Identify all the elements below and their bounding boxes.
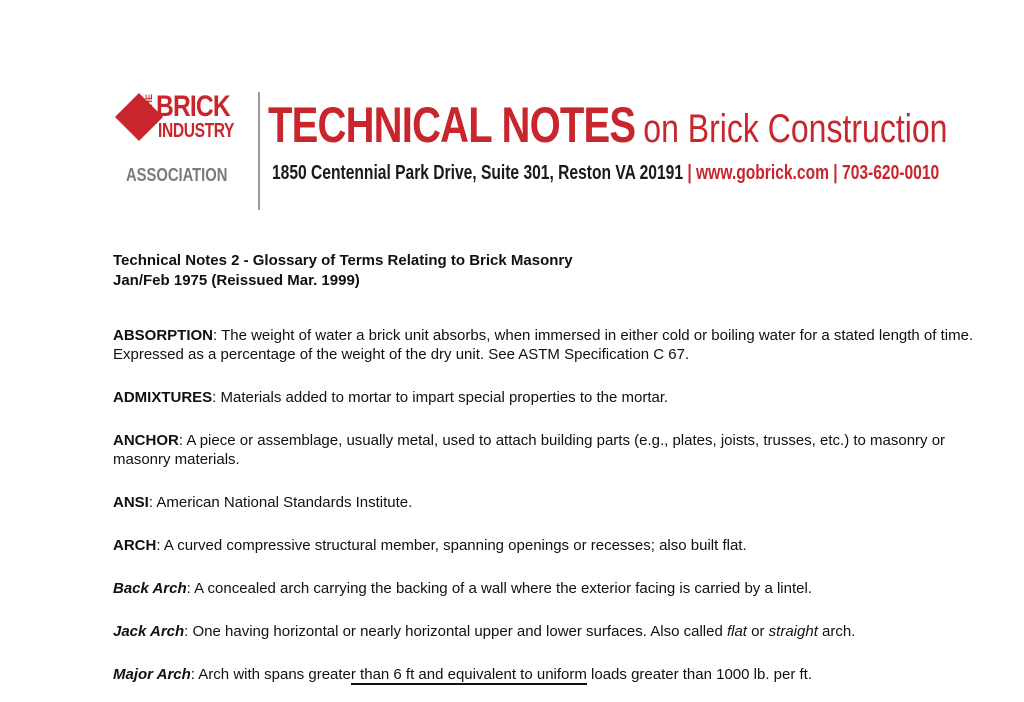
definition-text: : Arch with spans greate xyxy=(190,666,351,683)
logo-industry: INDUSTRY xyxy=(158,120,235,142)
definition-text: arch. xyxy=(817,623,856,640)
entry-major-arch xyxy=(113,665,993,684)
entry-absorption xyxy=(113,326,993,364)
logo-association: ASSOCIATION xyxy=(126,165,228,185)
title-technical-notes: TECHNICAL NOTES xyxy=(268,97,636,153)
entry-admixtures xyxy=(113,388,993,407)
contact-line xyxy=(272,162,939,185)
definition: : A curved compressive structural member, spanning openings or recesses; also built flat. xyxy=(156,537,747,554)
entry-ansi xyxy=(113,493,993,512)
document-date: Jan/Feb 1975 (Reissued Mar. 1999) xyxy=(113,272,360,289)
definition-emphasis: straight xyxy=(768,623,818,640)
separator: | xyxy=(833,162,838,184)
definition: : A concealed arch carrying the backing of a wall where the exterior facing is carried by a lintel. xyxy=(186,580,812,597)
term: ADMIXTURES xyxy=(113,389,213,406)
definition-emphasis: flat xyxy=(726,623,747,640)
definition-text: : One having horizontal or nearly horizontal upper and lower surfaces. Also called xyxy=(184,623,727,640)
phone-number: 703-620-0010 xyxy=(842,162,940,184)
entry-anchor xyxy=(113,431,993,469)
entry-back-arch xyxy=(113,579,993,598)
definition xyxy=(184,623,855,640)
definition: : The weight of water a brick unit absorbs, when immersed in either cold or boiling water for a stated length of time. Expressed as a percentage of the weight of the dry unit. See ASTM Specification C 67. xyxy=(113,327,974,363)
separator: | xyxy=(687,162,692,184)
definition xyxy=(191,666,812,685)
term: Major Arch xyxy=(113,666,191,683)
term: Back Arch xyxy=(113,580,187,597)
definition: : Materials added to mortar to impart special properties to the mortar. xyxy=(212,389,669,406)
address: 1850 Centennial Park Drive, Suite 301, Reston VA 20191 xyxy=(272,162,683,184)
entry-jack-arch xyxy=(113,622,993,641)
document-heading xyxy=(113,251,573,291)
bia-logo xyxy=(118,92,256,188)
underlined-text: r than 6 ft and equivalent to uniform xyxy=(350,666,587,683)
letterhead-title xyxy=(268,96,947,154)
glossary xyxy=(113,326,993,684)
logo-the: THE xyxy=(144,94,154,112)
header-divider xyxy=(258,92,260,210)
definition: : American National Standards Institute. xyxy=(148,494,413,511)
definition: : A piece or assemblage, usually metal, used to attach building parts (e.g., plates, joists, trusses, etc.) to masonry or masonry materials. xyxy=(113,432,946,468)
logo-brick: BRICK xyxy=(156,90,230,123)
website-link[interactable]: www.gobrick.com xyxy=(696,162,829,184)
term: ANCHOR xyxy=(113,432,179,449)
definition-text: loads greater than 1000 lb. per ft. xyxy=(586,666,813,683)
title-on-brick-construction: on Brick Construction xyxy=(643,107,948,151)
term: ABSORPTION xyxy=(113,327,214,344)
term: Jack Arch xyxy=(113,623,185,640)
term: ARCH xyxy=(113,537,157,554)
definition-text: or xyxy=(746,623,769,640)
document-title: Technical Notes 2 - Glossary of Terms Relating to Brick Masonry xyxy=(113,252,573,269)
entry-arch xyxy=(113,536,993,555)
term: ANSI xyxy=(113,494,149,511)
